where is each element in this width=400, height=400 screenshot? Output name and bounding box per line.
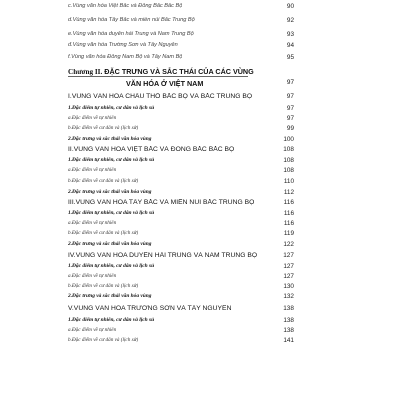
- toc-entry-page: 116: [283, 210, 294, 217]
- toc-entry-page: 97: [286, 115, 294, 122]
- toc-entry-page: 108: [283, 146, 294, 153]
- toc-entry-page: 138: [283, 327, 294, 334]
- toc-entry-page: 108: [283, 157, 294, 164]
- toc-entry-label: 1.Đặc điểm tự nhiên, cư dân và lịch sử: [68, 263, 155, 269]
- toc-entry[interactable]: [68, 29, 294, 38]
- toc-entry-page: 138: [283, 305, 294, 312]
- toc-entry-page: 97: [286, 105, 294, 112]
- toc-entry[interactable]: [68, 261, 294, 270]
- chapter-heading[interactable]: [68, 67, 294, 88]
- toc-entry[interactable]: [68, 208, 294, 217]
- toc-entry[interactable]: [68, 1, 294, 10]
- toc-entry-page: 95: [286, 54, 294, 61]
- toc-entry-label: đ.Vùng văn hóa Trường Sơn và Tây Nguyên: [68, 42, 178, 48]
- toc-entry-page: 93: [286, 31, 294, 38]
- toc-entry-label: 1.Đặc điểm tự nhiên, cư dân và lịch sử: [68, 317, 155, 323]
- toc-entry-label: b.Đặc điểm về cư dân và (lịch sử): [68, 178, 139, 184]
- toc-entry[interactable]: [68, 325, 294, 334]
- toc-entry-label: b.Đặc điểm về cư dân và (lịch sử): [68, 283, 139, 289]
- toc-entry-label: I.VÙNG VĂN HÓA CHÂU THỔ BẮC BỘ VÀ BẮC TRUNG BỘ: [68, 93, 253, 100]
- toc-entry-label: e.Vùng văn hóa duyên hải Trung và Nam Trung Bộ: [68, 31, 194, 37]
- chapter-title: ĐẶC TRƯNG VÀ SẮC THÁI CỦA CÁC VÙNG: [104, 67, 254, 76]
- toc-entry-label: a.Đặc điểm về tự nhiên: [68, 220, 117, 226]
- toc-section-entry[interactable]: [68, 145, 294, 154]
- toc-entry-label: a.Đặc điểm về tự nhiên: [68, 167, 117, 173]
- toc-entry-page: 122: [283, 241, 294, 248]
- toc-entry[interactable]: [68, 52, 294, 61]
- toc-entry-label: a.Đặc điểm về tự nhiên: [68, 115, 117, 121]
- toc-entry[interactable]: [68, 335, 294, 344]
- toc-section-entry[interactable]: [68, 198, 294, 207]
- toc-entry[interactable]: [68, 113, 294, 122]
- toc-entry-page: 99: [286, 125, 294, 132]
- toc-entry-page: 116: [283, 220, 294, 227]
- toc-entry-page: 130: [283, 283, 294, 290]
- toc-entry[interactable]: [68, 134, 294, 143]
- toc-entry[interactable]: [68, 291, 294, 300]
- toc-entry-page: 90: [286, 3, 294, 10]
- toc-entry-page: 127: [283, 252, 294, 259]
- toc-entry-page: 127: [283, 263, 294, 270]
- toc-entry-page: 108: [283, 167, 294, 174]
- toc-entry[interactable]: [68, 176, 294, 185]
- toc-entry-label: b.Đặc điểm về cư dân và (lịch sử): [68, 230, 139, 236]
- toc-entry-page: 132: [283, 293, 294, 300]
- toc-entry-label: 1.Đặc điểm tự nhiên, cư dân và lịch sử: [68, 105, 155, 111]
- toc-entry-label: V.VÙNG VĂN HÓA TRƯỜNG SƠN VÀ TÂY NGUYÊN: [68, 305, 232, 312]
- toc-entry[interactable]: [68, 281, 294, 290]
- toc-entry-page: 116: [283, 199, 294, 206]
- toc-entry[interactable]: [68, 187, 294, 196]
- toc-entry[interactable]: [68, 155, 294, 164]
- toc-section-entry[interactable]: [68, 251, 294, 260]
- toc-entry-page: 112: [283, 189, 294, 196]
- toc-entry-page: 127: [283, 273, 294, 280]
- chapter-title-line2: [68, 79, 294, 88]
- toc-entry-page: 119: [283, 230, 294, 237]
- toc-entry-page: 100: [283, 136, 294, 143]
- toc-entry-page: 97: [286, 93, 294, 100]
- toc-entry-label: c.Vùng văn hóa Việt Bắc và Đông Bắc Bắc Bộ: [68, 3, 183, 9]
- toc-entry[interactable]: [68, 218, 294, 227]
- toc-entry-label: d.Vùng văn hóa Tây Bắc và miền núi Bắc Trung Bộ: [68, 17, 195, 23]
- toc-entry[interactable]: [68, 315, 294, 324]
- toc-entry-page: 141: [283, 337, 294, 344]
- toc-entry-label: a.Đặc điểm về tự nhiên: [68, 327, 117, 333]
- toc-entry-label: 2.Đặc trưng và sắc thái văn hóa vùng: [68, 241, 152, 247]
- toc-entry-page: 94: [286, 42, 294, 49]
- toc-entry-label: 1.Đặc điểm tự nhiên, cư dân và lịch sử: [68, 210, 155, 216]
- toc-entry-page: 92: [286, 17, 294, 24]
- toc-entry-label: IV.VÙNG VĂN HÓA DUYÊN HẢI TRUNG VÀ NAM TRUNG BỘ: [68, 252, 258, 259]
- toc-entry[interactable]: [68, 165, 294, 174]
- toc-entry-label: f.Vùng văn hóa Đông Nam Bộ và Tây Nam Bộ: [68, 54, 183, 60]
- toc-entry-page: 138: [283, 317, 294, 324]
- toc-entry-label: II.VÙNG VĂN HÓA VIỆT BẮC VÀ ĐÔNG BẮC BẮC BỘ: [68, 146, 235, 153]
- toc-entry[interactable]: [68, 228, 294, 237]
- toc-entry-label: 2.Đặc trưng và sắc thái văn hóa vùng: [68, 189, 152, 195]
- toc-entry[interactable]: [68, 103, 294, 112]
- toc-entry[interactable]: [68, 271, 294, 280]
- toc-entry[interactable]: [68, 40, 294, 49]
- toc-entry[interactable]: [68, 239, 294, 248]
- toc-entry-label: 2.Đặc trưng và sắc thái văn hóa vùng: [68, 293, 152, 299]
- toc-section-entry[interactable]: [68, 304, 294, 313]
- toc-entry-label: b.Đặc điểm về cư dân và (lịch sử): [68, 125, 139, 131]
- toc-entry-label: a.Đặc điểm về tự nhiên: [68, 273, 117, 279]
- toc-entry-page: 110: [283, 178, 294, 185]
- toc-section-entry[interactable]: [68, 92, 294, 101]
- chapter-title-line1: [68, 67, 294, 76]
- toc-entry[interactable]: [68, 15, 294, 24]
- toc-entry-label: 1.Đặc điểm tự nhiên, cư dân và lịch sử: [68, 157, 155, 163]
- chapter-title-continued: VĂN HÓA Ở VIỆT NAM: [126, 79, 204, 88]
- chapter-page: 97: [286, 79, 294, 86]
- chapter-prefix: Chương II.: [68, 68, 103, 76]
- toc-entry-label: b.Đặc điểm về cư dân và (lịch sử): [68, 337, 139, 343]
- toc-entry-label: III.VÙNG VĂN HÓA TÂY BẮC VÀ MIỀN NÚI BẮC TRUNG BỘ: [68, 199, 255, 206]
- toc-entry[interactable]: [68, 123, 294, 132]
- toc-entry-label: 2.Đặc trưng và sắc thái văn hóa vùng: [68, 136, 152, 142]
- chapter-underline: [68, 76, 248, 77]
